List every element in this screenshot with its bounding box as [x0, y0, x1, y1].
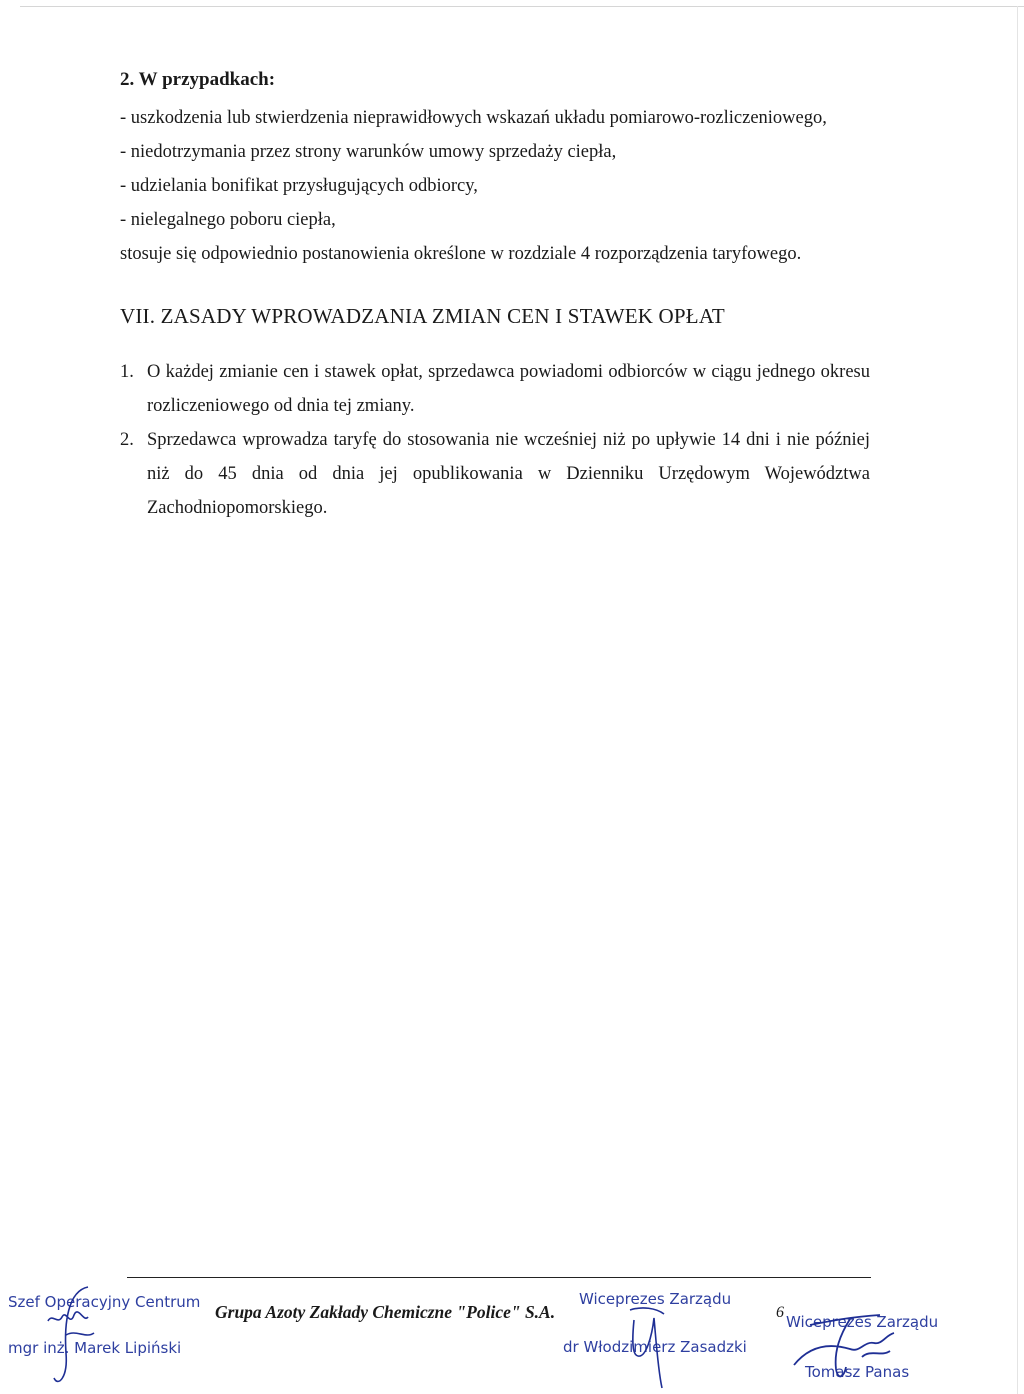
stamp-middle-line1: Wiceprezes Zarządu: [579, 1290, 732, 1308]
item-text: O każdej zmianie cen i stawek opłat, sprzedawca powiadomi odbiorców w ciągu jednego okresu rozliczeniowego od dnia tej zmiany.: [147, 362, 870, 416]
item-number: 2.: [120, 430, 134, 450]
bullet-item: - uszkodzenia lub stwierdzenia nieprawidłowych wskazań układu pomiarowo-rozliczeniowego,: [120, 108, 827, 128]
bullet-item: - udzielania bonifikat przysługujących odbiorcy,: [120, 176, 478, 196]
numbered-item-2: [120, 423, 870, 525]
stamp-left-line1: Szef Operacyjny Centrum: [8, 1293, 201, 1311]
document-body: [120, 66, 870, 525]
section-2-heading: 2. W przypadkach:: [120, 69, 276, 90]
scan-edge-top: [20, 6, 1024, 7]
signature-middle: [612, 1300, 682, 1390]
signature-right: [790, 1305, 910, 1385]
bullet-item: - niedotrzymania przez strony warunków umowy sprzedaży ciepła,: [120, 142, 617, 162]
item-text: Sprzedawca wprowadza taryfę do stosowania nie wcześniej niż po upływie 14 dni i nie później niż do 45 dnia od dnia jej opublikowania w Dzienniku Urzędowym Województwa Zachodniopomorskiego.: [147, 430, 870, 518]
stamp-middle-line2: dr Włodzimierz Zasadzki: [563, 1338, 747, 1356]
scan-edge-right: [1017, 6, 1018, 1394]
stamp-right-line1: Wiceprezes Zarządu: [786, 1313, 939, 1331]
stamp-right-line2: Tomasz Panas: [805, 1363, 910, 1381]
signature-left: [28, 1283, 118, 1388]
bullet-item: - nielegalnego poboru ciepła,: [120, 210, 336, 230]
footer-company-name: Grupa Azoty Zakłady Chemiczne "Police" S.A.: [215, 1302, 556, 1322]
page-number: 6: [776, 1304, 784, 1321]
stamp-left-line2: mgr inż. Marek Lipiński: [8, 1339, 182, 1357]
item-number: 1.: [120, 362, 134, 382]
section-2-closing: stosuje się odpowiednio postanowienia określone w rozdziale 4 rozporządzenia taryfowego.: [120, 244, 802, 264]
numbered-item-1: [120, 355, 870, 423]
footer-divider: [127, 1277, 871, 1278]
section-7-title: VII. ZASADY WPROWADZANIA ZMIAN CEN I STAWEK OPŁAT: [120, 304, 725, 328]
